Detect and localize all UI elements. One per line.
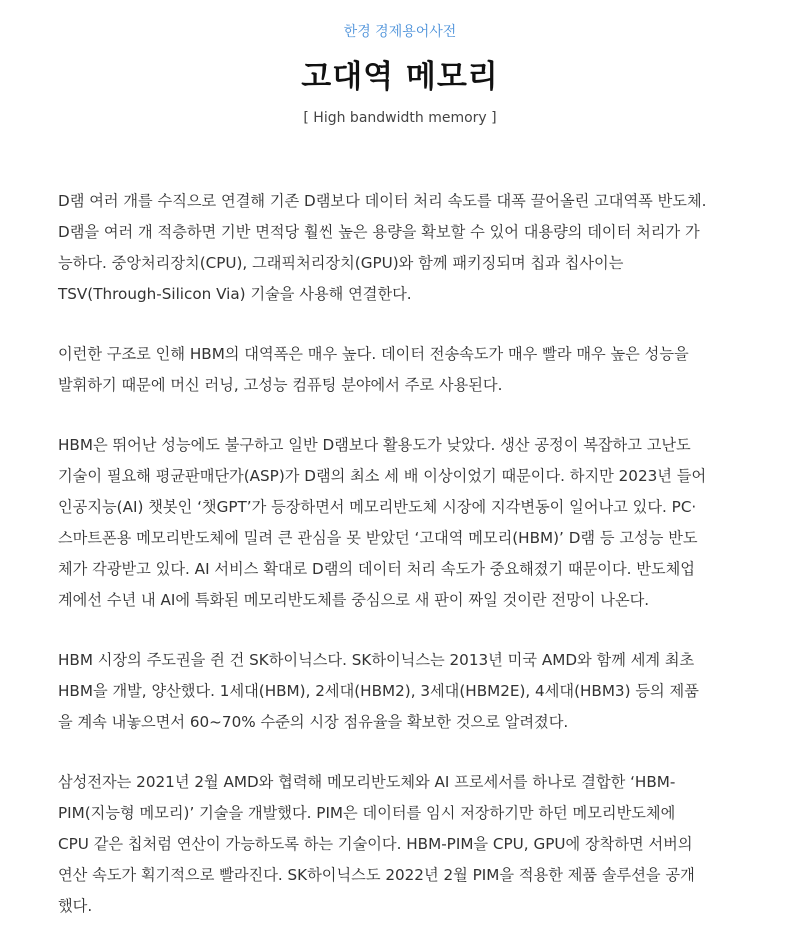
- paragraph-line: TSV(Through-Silicon Via) 기술을 사용해 연결한다.: [58, 285, 412, 303]
- paragraph-line: HBM을 개발, 양산했다. 1세대(HBM), 2세대(HBM2), 3세대(HBM2E), 4세대(HBM3) 등의 제품: [58, 682, 699, 700]
- paragraph-5: [58, 767, 758, 922]
- entry-body: [58, 186, 758, 951]
- paragraph-line: HBM은 뛰어난 성능에도 불구하고 일반 D램보다 활용도가 낮았다. 생산 공정이 복잡하고 고난도: [58, 436, 691, 454]
- paragraph-line: D램을 여러 개 적층하면 기반 면적당 훨씬 높은 용량을 확보할 수 있어 대용량의 데이터 처리가 가: [58, 223, 700, 241]
- entry-subtitle: [ High bandwidth memory ]: [303, 110, 497, 126]
- dictionary-source[interactable]: 한경 경제용어사전: [343, 24, 457, 40]
- paragraph-line: 인공지능(AI) 챗봇인 ‘챗GPT’가 등장하면서 메모리반도체 시장에 지각변동이 일어나고 있다. PC·: [58, 498, 697, 516]
- paragraph-line: 삼성전자는 2021년 2월 AMD와 협력해 메모리반도체와 AI 프로세서를 하나로 결합한 ‘HBM-: [58, 773, 676, 791]
- paragraph-2: [58, 339, 758, 401]
- paragraph-line: 이런한 구조로 인해 HBM의 대역폭은 매우 높다. 데이터 전송속도가 매우 빨라 매우 높은 성능을: [58, 345, 689, 363]
- paragraph-line: PIM(지능형 메모리)’ 기술을 개발했다. PIM은 데이터를 임시 저장하기만 하던 메모리반도체에: [58, 804, 676, 822]
- paragraph-line: 했다.: [58, 897, 93, 915]
- paragraph-line: 을 계속 내놓으면서 60~70% 수준의 시장 점유율을 확보한 것으로 알려졌다.: [58, 713, 569, 731]
- paragraph-line: 연산 속도가 획기적으로 빨라진다. SK하이닉스도 2022년 2월 PIM을 적용한 제품 솔루션을 공개: [58, 866, 695, 884]
- paragraph-line: HBM 시장의 주도권을 쥔 건 SK하이닉스다. SK하이닉스는 2013년 미국 AMD와 함께 세계 최초: [58, 651, 695, 669]
- paragraph-line: 스마트폰용 메모리반도체에 밀려 큰 관심을 못 받았던 ‘고대역 메모리(HBM)’ D램 등 고성능 반도: [58, 529, 698, 547]
- entry-title: 고대역 메모리: [301, 59, 499, 95]
- paragraph-line: D램 여러 개를 수직으로 연결해 기존 D램보다 데이터 처리 속도를 대폭 끌어올린 고대역폭 반도체.: [58, 192, 707, 210]
- paragraph-line: 계에선 수년 내 AI에 특화된 메모리반도체를 중심으로 새 판이 짜일 것이란 전망이 나온다.: [58, 591, 650, 609]
- paragraph-line: CPU 같은 칩처럼 연산이 가능하도록 하는 기술이다. HBM-PIM을 CPU, GPU에 장착하면 서버의: [58, 835, 693, 853]
- paragraph-line: 기술이 필요해 평균판매단가(ASP)가 D램의 최소 세 배 이상이었기 때문이다. 하지만 2023년 들어: [58, 467, 707, 485]
- paragraph-line: 체가 각광받고 있다. AI 서비스 확대로 D램의 데이터 처리 속도가 중요해졌기 때문이다. 반도체업: [58, 560, 695, 578]
- paragraph-line: 능하다. 중앙처리장치(CPU), 그래픽처리장치(GPU)와 함께 패키징되며 칩과 칩사이는: [58, 254, 624, 272]
- paragraph-1: [58, 186, 758, 310]
- paragraph-4: [58, 645, 758, 738]
- paragraph-3: [58, 430, 758, 616]
- paragraph-line: 발휘하기 때문에 머신 러닝, 고성능 컴퓨팅 분야에서 주로 사용된다.: [58, 376, 503, 394]
